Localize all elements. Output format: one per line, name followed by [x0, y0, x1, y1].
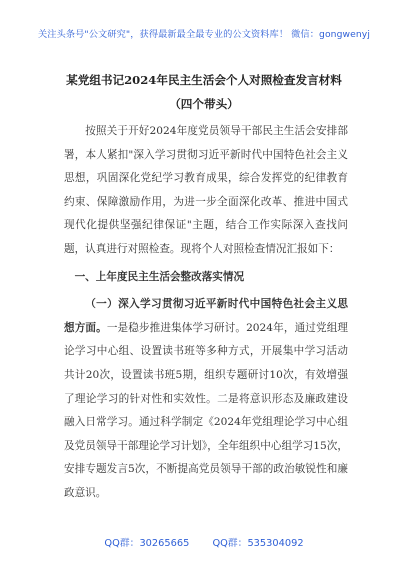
subsection-paragraph [64, 293, 348, 505]
header-note: 关注头条号"公文研究"，获得最新最全最专业的公文资料库！ 微信：gongwenyj [38, 29, 370, 40]
document-body [64, 120, 348, 506]
intro-paragraph: 按照关于开好2024年度党员领导干部民主生活会安排部署，本人紧扣"深入学习贯彻习近平新时代中国特色社会主义思想，巩固深化党纪学习教育成果，综合发挥党的纪律教育约束、保障激励作用，为进一步全面深化改革、推进中国式现代化提供坚强纪律保证"主题，结合工作实际深入查找问题，认真进行对照检查。现将个人对照检查情况汇报如下： [64, 125, 348, 255]
footer [0, 535, 408, 549]
qq-group-1: QQ群：30265665 [104, 538, 190, 549]
section-heading: 一、上年度民主生活会整改落实情况 [74, 270, 245, 283]
subsection-heading: （一）深入学习贯彻习近平新时代中国特色社会主义思想方面。 [64, 298, 348, 334]
qq-group-2: QQ群：535304092 [212, 538, 304, 549]
document-title: 某党组书记2024年民主生活会个人对照检查发言材料（四个带头） [66, 73, 342, 111]
subsection-body: 一是稳步推进集体学习研讨。2024年，通过党组理论学习中心组、设置读书班等多种方式，开展集中学习活动共计20次，设置读书班5期，组织专题研讨10次，有效增强了理论学习的针对性和实效性。二是将意识形态及廉政建设融入日常学习。通过科学制定《2024年党组理论学习中心组及党员领导干部理论学习计划》，全年组织中心组学习15次，安排专题发言5次，不断提高党员领导干部的政治敏锐性和廉政意识。 [64, 321, 348, 499]
